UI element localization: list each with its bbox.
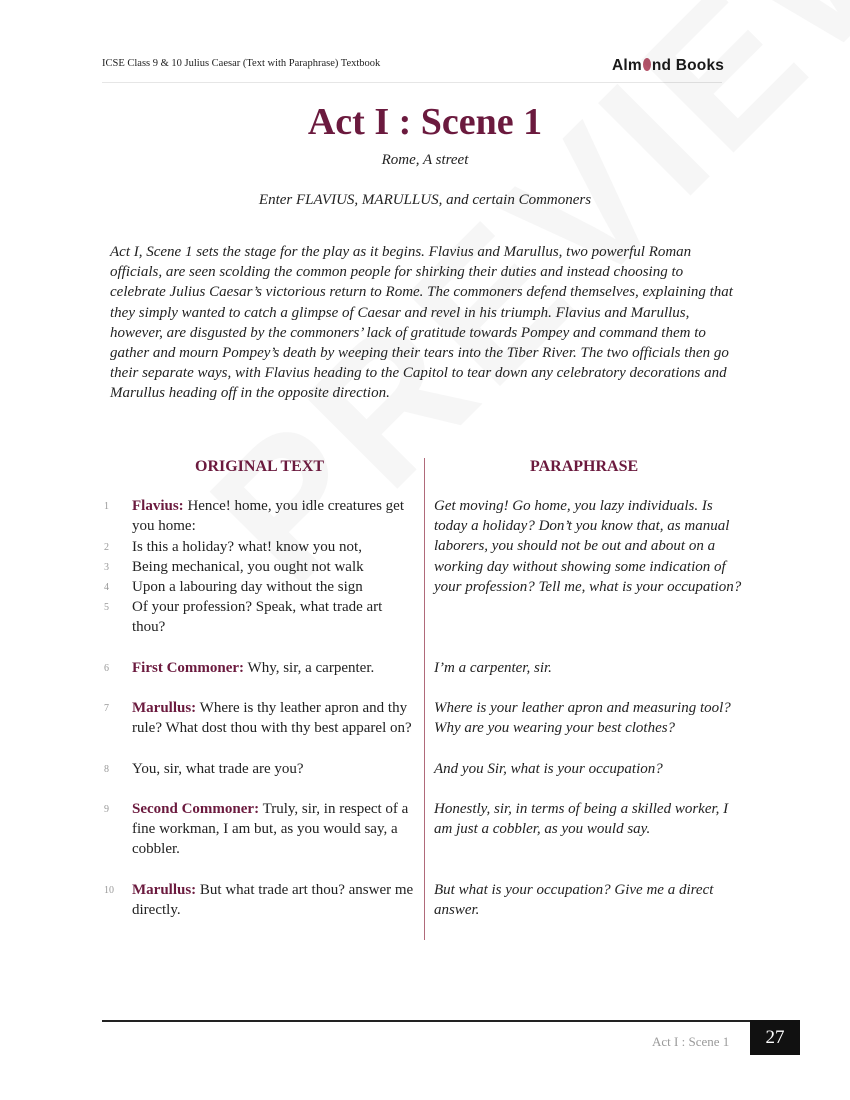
line-number: 2 [104, 542, 109, 553]
footer-section-label: Act I : Scene 1 [652, 1034, 730, 1049]
line-text: But what trade art thou? answer me directly. [132, 882, 414, 919]
paraphrase-text: Where is your leather apron and measuring tool? Why are you wearing your best clothes? [434, 700, 731, 737]
line-number: 9 [104, 804, 109, 815]
line-text: Where is thy leather apron and thy rule? What dost thou with thy best apparel on? [132, 700, 412, 737]
original-line [132, 658, 418, 678]
original-line: Of your profession? Speak, what trade art thou? [132, 599, 383, 636]
speaker-name: Flavius: [132, 498, 184, 514]
line-number: 10 [104, 885, 114, 896]
line-number: 7 [104, 703, 109, 714]
line-number: 1 [104, 501, 109, 512]
line-text: Why, sir, a carpenter. [247, 660, 375, 676]
speaker-name: Marullus: [132, 882, 197, 898]
original-line: Is this a holiday? what! know you not, [132, 539, 362, 555]
original-line: Upon a labouring day without the sign [132, 579, 363, 595]
paraphrase-text: Get moving! Go home, you lazy individuals. Is today a holiday? Don’t you know that, as manual laborers, you should not be out and about on a working day without showing some indication of your profession? Tell me, what is your occupation? [434, 498, 742, 595]
paraphrase-text: I’m a carpenter, sir. [434, 660, 552, 676]
original-line [132, 698, 418, 738]
paraphrase-heading: PARAPHRASE [530, 458, 639, 475]
stage-direction: Enter FLAVIUS, MARULLUS, and certain Commoners [258, 192, 592, 208]
line-text: Truly, sir, in respect of a fine workman, I am but, as you would say, a cobbler. [132, 801, 409, 858]
paraphrase-text: And you Sir, what is your occupation? [434, 761, 663, 777]
line-number: 5 [104, 602, 109, 613]
page-title: Act I : Scene 1 [307, 101, 543, 143]
footer-divider [102, 1020, 750, 1022]
original-line [132, 496, 418, 536]
paraphrase-text: Honestly, sir, in terms of being a skilled worker, I am just a cobbler, as you would say. [434, 801, 729, 838]
line-number: 4 [104, 582, 109, 593]
line-number: 8 [104, 764, 109, 775]
speaker-name: Marullus: [132, 700, 197, 716]
line-text: Hence! home, you idle creatures get you home: [132, 498, 405, 535]
paraphrase-text: But what is your occupation? Give me a direct answer. [434, 882, 714, 919]
speaker-name: Second Commoner: [132, 801, 260, 817]
original-text-heading: ORIGINAL TEXT [195, 458, 325, 475]
original-line [132, 880, 418, 920]
original-line [132, 799, 418, 860]
original-line: You, sir, what trade are you? [132, 761, 304, 777]
original-line: Being mechanical, you ought not walk [132, 559, 364, 575]
publisher-logo: Alm nd Books [612, 57, 725, 74]
column-divider [424, 458, 425, 940]
scene-summary: Act I, Scene 1 sets the stage for the play as it begins. Flavius and Marullus, two powerful Roman officials, are seen scolding the common people for shirking their duties and instead choosing to celebrate Julius Caesar’s victorious return to Rome. The commoners defend themselves, explaining that they simply wanted to catch a glimpse of Caesar and revel in his triumph. Flavius and Marullus, however, are disgusted by the commoners’ lack of gratitude towards Pompey and command them to gather and mourn Pompey’s death by weeping their tears into the Tiber River. The two officials then go their separate ways, with Flavius heading to the Capitol to tear down any celebratory decorations and Marullus heading off in the opposite direction. [110, 244, 733, 402]
book-title: ICSE Class 9 & 10 Julius Caesar (Text with Paraphrase) Textbook [102, 58, 381, 69]
line-number: 6 [104, 663, 109, 674]
speaker-name: First Commoner: [132, 660, 245, 676]
page-number: 27 [750, 1020, 800, 1055]
scene-location: Rome, A street [381, 152, 469, 168]
line-number: 3 [104, 562, 109, 573]
